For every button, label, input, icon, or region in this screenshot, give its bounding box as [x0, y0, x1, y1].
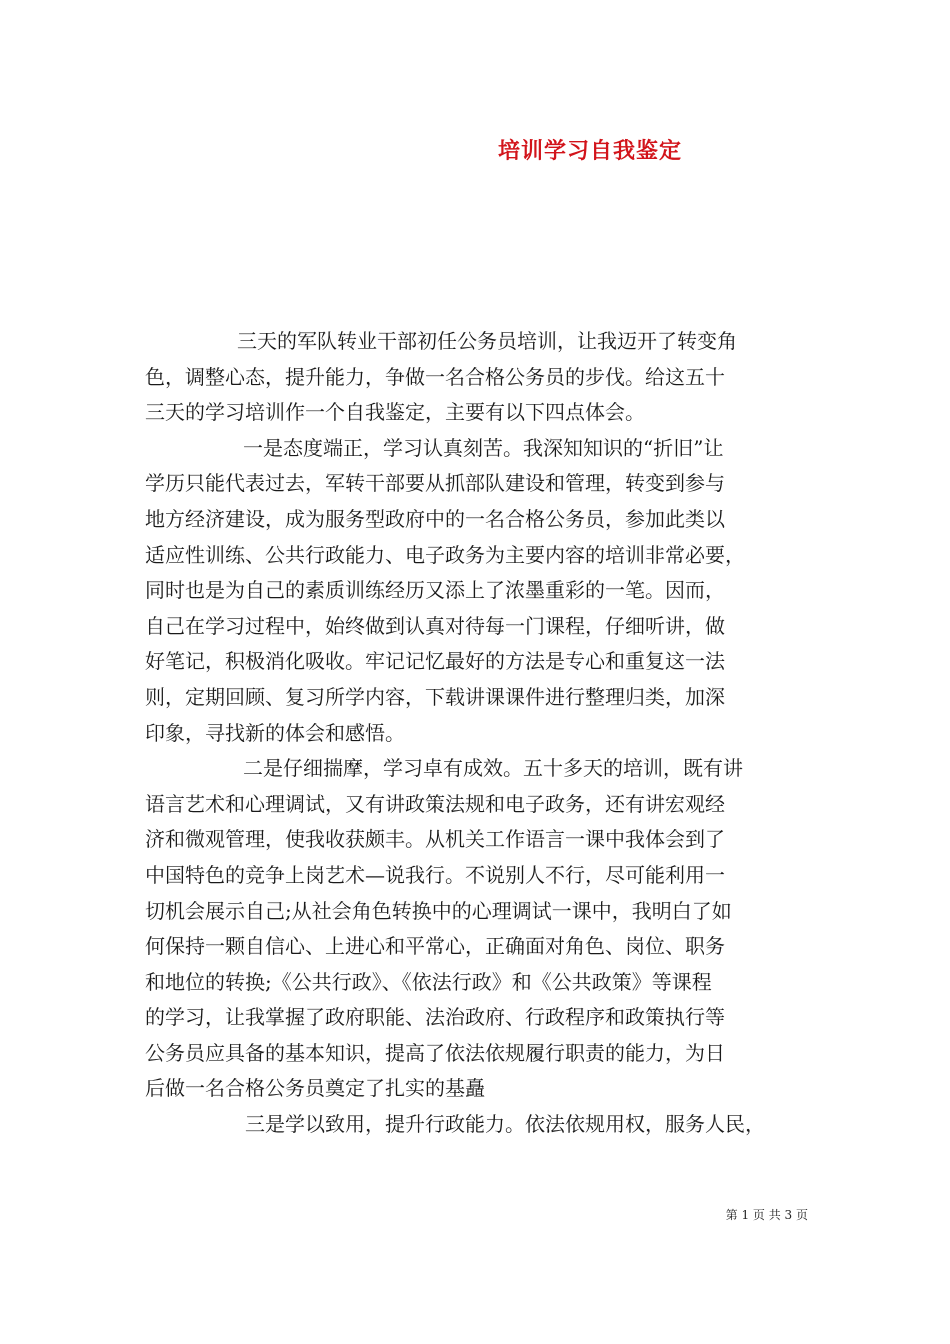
paragraph-line: 何保持一颗自信心、上进心和平常心，正确面对角色、岗位、职务 — [145, 934, 725, 959]
paragraph-line: 济和微观管理，使我收获颇丰。从机关工作语言一课中我体会到了 — [145, 827, 725, 852]
paragraph-line: 自己在学习过程中，始终做到认真对待每一门课程，仔细听讲，做 — [145, 613, 725, 638]
paragraph-line: 色，调整心态，提升能力，争做一名合格公务员的步伐。给这五十 — [145, 364, 725, 389]
paragraph-line: 地方经济建设，成为服务型政府中的一名合格公务员，参加此类以 — [145, 506, 725, 531]
paragraph-line: 后做一名合格公务员奠定了扎实的基矗 — [145, 1076, 485, 1101]
paragraph-line: 和地位的转换;《公共行政》、《依法行政》和《公共政策》等课程 — [145, 969, 712, 994]
paragraph-line: 好笔记，积极消化吸收。牢记记忆最好的方法是专心和重复这一法 — [145, 649, 725, 674]
paragraph-line: 切机会展示自己;从社会角色转换中的心理调试一课中，我明白了如 — [145, 898, 732, 923]
paragraph-line: 三天的学习培训作一个自我鉴定，主要有以下四点体会。 — [145, 400, 645, 425]
paragraph-line: 学历只能代表过去，军转干部要从抓部队建设和管理，转变到参与 — [145, 471, 725, 496]
paragraph-line: 三是学以致用，提升行政能力。依法依规用权，服务人民， — [245, 1112, 765, 1137]
document-body — [145, 324, 821, 1143]
paragraph-line: 中国特色的竞争上岗艺术—说我行。不说别人不行，尽可能利用一 — [145, 862, 725, 887]
paragraph-line: 同时也是为自己的素质训练经历又添上了浓墨重彩的一笔。因而， — [145, 578, 725, 603]
paragraph-line: 一是态度端正，学习认真刻苦。我深知知识的“折旧”让 — [243, 435, 724, 460]
paragraph-line: 则，定期回顾、复习所学内容，下载讲课课件进行整理归类，加深 — [145, 684, 725, 709]
document-title: 培训学习自我鉴定 — [497, 138, 682, 164]
paragraph-line: 二是仔细揣摩，学习卓有成效。五十多天的培训，既有讲 — [243, 756, 743, 781]
paragraph-line: 的学习，让我掌握了政府职能、法治政府、行政程序和政策执行等 — [145, 1005, 725, 1030]
paragraph-line: 公务员应具备的基本知识，提高了依法依规履行职责的能力，为日 — [145, 1040, 725, 1065]
paragraph-line: 语言艺术和心理调试，又有讲政策法规和电子政务，还有讲宏观经 — [145, 791, 725, 816]
paragraph-line: 三天的军队转业干部初任公务员培训，让我迈开了转变角 — [237, 329, 737, 353]
paragraph-line: 印象，寻找新的体会和感悟。 — [145, 720, 405, 745]
paragraph-line: 适应性训练、公共行政能力、电子政务为主要内容的培训非常必要， — [145, 542, 745, 567]
page-number: 第 1 页 共 3 页 — [725, 1208, 808, 1222]
